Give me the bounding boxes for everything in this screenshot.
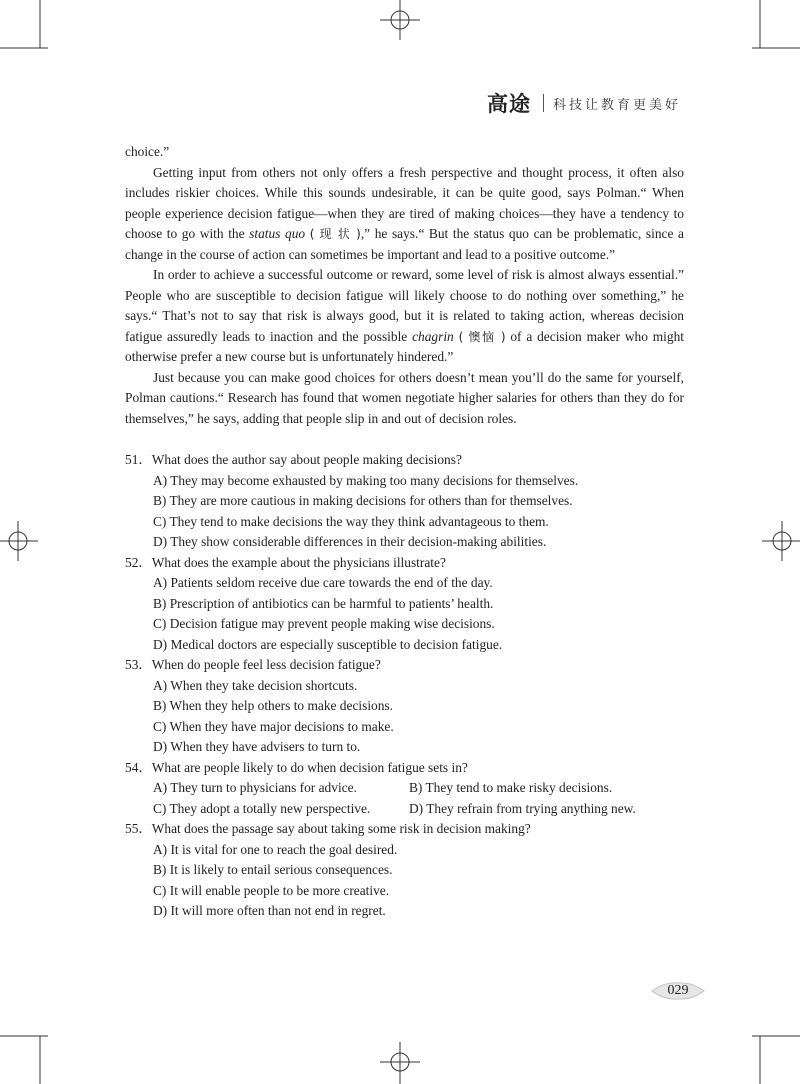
passage-term: status quo <box>249 226 306 241</box>
question-stem: 53．When do people feel less decision fatigue? <box>125 657 381 672</box>
question-stem: 52．What does the example about the physicians illustrate? <box>125 554 446 570</box>
question-option: A) They turn to physicians for advice. <box>153 780 357 795</box>
passage-text: ,” he says.“ But the status quo can be problematic, since a change in the course of action can sometimes be important and lead to a positive outcome.” <box>125 226 684 262</box>
question-option-row <box>125 799 685 820</box>
brand-logo: 高途 <box>487 92 531 116</box>
header-brand <box>487 90 681 116</box>
question-option: C) When they have major decisions to make. <box>153 718 394 734</box>
question-option: B) When they help others to make decisions. <box>153 698 393 713</box>
passage-text: of a decision maker who might otherwise prefer a new course but is unfortunately hindered.” <box>125 328 685 364</box>
question-option: B) They are more cautious in making decisions for others than for themselves. <box>153 493 573 508</box>
question-option: D) Medical doctors are especially susceptible to decision fatigue. <box>153 636 503 652</box>
question-option: D) They refrain from trying anything new. <box>409 800 636 816</box>
passage-gloss: ( 现 状 ) <box>309 227 361 241</box>
question-option: A) Patients seldom receive due care towards the end of the day. <box>153 575 493 590</box>
passage-paragraph-1 <box>125 163 684 266</box>
question-option: B) It is likely to entail serious consequences. <box>153 862 393 877</box>
page-number: 029 <box>667 983 689 998</box>
question-option: A) It is vital for one to reach the goal desired. <box>153 841 398 857</box>
passage-gloss: ( 懊恼 ) <box>458 329 506 344</box>
question-option: D) It will more often than not end in regret. <box>153 903 386 918</box>
question-option: C) It will enable people to be more creative. <box>153 882 390 898</box>
question-stem: 55．What does the passage say about taking some risk in decision making? <box>125 821 531 836</box>
question-option-row <box>125 778 685 799</box>
question-option: B) They tend to make risky decisions. <box>409 780 613 795</box>
question-list <box>125 450 685 922</box>
question-option: C) They adopt a totally new perspective. <box>153 800 371 816</box>
passage-term: chagrin <box>412 328 454 344</box>
reading-passage <box>125 142 684 429</box>
question-option: C) They tend to make decisions the way they think advantageous to them. <box>153 513 549 529</box>
brand-slogan: 科技让教育更美好 <box>553 97 682 113</box>
question-option: D) When they have advisers to turn to. <box>153 739 361 754</box>
question-stem: 51．What does the author say about people making decisions? <box>125 452 462 467</box>
passage-text: Getting input from others not only offers a fresh perspective and thought process, it often also includes riskier choices. While this sounds undesirable, it can be quite good, says Polman.“ When people experience decision fatigue—when they are tired of making choices—they have a tendency to choose to go with the <box>125 164 684 241</box>
brand-divider <box>543 94 544 112</box>
question-stem: 54．What are people likely to do when decision fatigue sets in? <box>125 759 468 775</box>
question-option: A) They may become exhausted by making too many decisions for themselves. <box>153 472 579 488</box>
passage-paragraph-0: choice.” <box>125 144 170 159</box>
question-option: D) They show considerable differences in their decision-making abilities. <box>153 534 547 549</box>
passage-paragraph-2 <box>125 265 684 368</box>
passage-paragraph-3: Just because you can make good choices for others doesn’t mean you’ll do the same for yourself, Polman cautions.“ Research has found that women negotiate higher salaries for others than they do for themselves,” he says, adding that people slip in and out of decision roles. <box>125 369 684 426</box>
question-option: A) When they take decision shortcuts. <box>153 677 358 693</box>
question-option: C) Decision fatigue may prevent people making wise decisions. <box>153 616 495 631</box>
passage-text: In order to achieve a successful outcome or reward, some level of risk is almost always essential.” People who are susceptible to decision fatigue will likely choose to do nothing over something,” he says.“ That’s not to say that risk is always good, but it is related to taking action, whereas decision fatigue assuredly leads to inaction and the possible <box>125 267 684 344</box>
question-option: B) Prescription of antibiotics can be harmful to patients’ health. <box>153 595 494 611</box>
